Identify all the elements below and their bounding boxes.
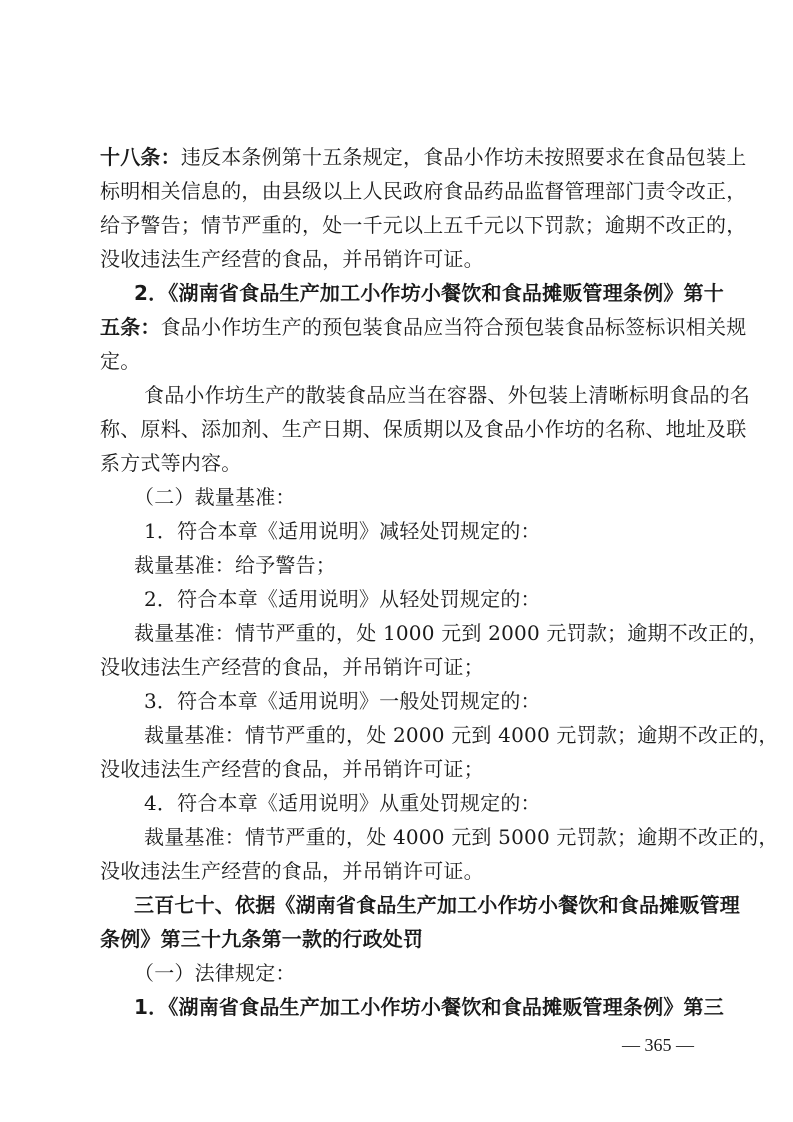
article-ref: 五条： [100, 315, 161, 339]
article-ref: 1．《湖南省食品生产加工小作坊小餐饮和食品摊贩管理条例》第三 [134, 995, 724, 1019]
line-text: 标明相关信息的，由县级以上人民政府食品药品监督管理部门责令改正， [100, 179, 747, 203]
line-text: 没收违法生产经营的食品，并吊销许可证； [100, 655, 484, 679]
item-2-standard [134, 620, 769, 646]
item-1-legal-ref [134, 994, 728, 1020]
item-4-standard-cont [100, 858, 694, 884]
line-text: 4．符合本章《适用说明》从重处罚规定的： [144, 791, 541, 815]
item-3-heading [144, 688, 738, 714]
line-text: 1．符合本章《适用说明》减轻处罚规定的： [144, 519, 541, 543]
body-line-4 [100, 246, 694, 272]
line-text: 裁量基准：情节严重的，处 4000 元到 5000 元罚款；逾期不改正的， [144, 825, 779, 849]
subheading-legal-provisions [134, 960, 728, 986]
body-line-8 [144, 382, 750, 408]
line-text: 裁量基准：情节严重的，处 1000 元到 2000 元罚款；逾期不改正的， [134, 621, 769, 645]
line-text: 系方式等内容。 [100, 451, 242, 475]
line-text: 3．符合本章《适用说明》一般处罚规定的： [144, 689, 541, 713]
line-text: 2．符合本章《适用说明》从轻处罚规定的： [144, 587, 541, 611]
line-text: 食品小作坊生产的预包装食品应当符合预包装食品标签标识相关规 [160, 315, 747, 339]
item-4-standard [144, 824, 779, 850]
section-title: 条例》第三十九条第一款的行政处罚 [100, 927, 424, 951]
body-line-1 [100, 144, 747, 170]
section-heading-370 [134, 892, 740, 918]
body-line-10 [100, 450, 694, 476]
line-text: 裁量基准：给予警告； [134, 553, 336, 577]
line-text: 没收违法生产经营的食品，并吊销许可证。 [100, 247, 484, 271]
subheading-discretion [134, 484, 728, 510]
line-text: 没收违法生产经营的食品，并吊销许可证； [100, 757, 484, 781]
section-heading-370-cont [100, 926, 694, 952]
line-text: 食品小作坊生产的散装食品应当在容器、外包装上清晰标明食品的名 [144, 383, 750, 407]
line-text: 给予警告；情节严重的，处一千元以上五千元以下罚款；逾期不改正的， [100, 213, 747, 237]
body-line-2 [100, 178, 747, 204]
body-line-7 [100, 348, 694, 374]
line-text: 定。 [100, 349, 141, 373]
article-ref: 十八条： [100, 145, 181, 169]
item-4-heading [144, 790, 738, 816]
page-number: — 365 — [622, 1035, 694, 1055]
item-2-standard-cont [100, 654, 694, 680]
item-3-standard-cont [100, 756, 694, 782]
item-2-heading [144, 586, 738, 612]
item-1-standard [134, 552, 728, 578]
section-heading-2 [134, 280, 728, 306]
line-text: 裁量基准：情节严重的，处 2000 元到 4000 元罚款；逾期不改正的， [144, 723, 779, 747]
item-3-standard [144, 722, 779, 748]
line-text: 称、原料、添加剂、生产日期、保质期以及食品小作坊的名称、地址及联 [100, 417, 747, 441]
line-text: （二）裁量基准： [134, 485, 296, 509]
item-1-heading [144, 518, 738, 544]
line-text: 违反本条例第十五条规定，食品小作坊未按照要求在食品包装上 [180, 145, 747, 169]
line-text: （一）法律规定： [134, 961, 296, 985]
body-line-3 [100, 212, 747, 238]
section-title: 三百七十、依据《湖南省食品生产加工小作坊小餐饮和食品摊贩管理 [134, 893, 740, 917]
line-text: 没收违法生产经营的食品，并吊销许可证。 [100, 859, 484, 883]
body-line-6 [100, 314, 747, 340]
article-ref: 2．《湖南省食品生产加工小作坊小餐饮和食品摊贩管理条例》第十 [134, 281, 724, 305]
body-line-9 [100, 416, 747, 442]
